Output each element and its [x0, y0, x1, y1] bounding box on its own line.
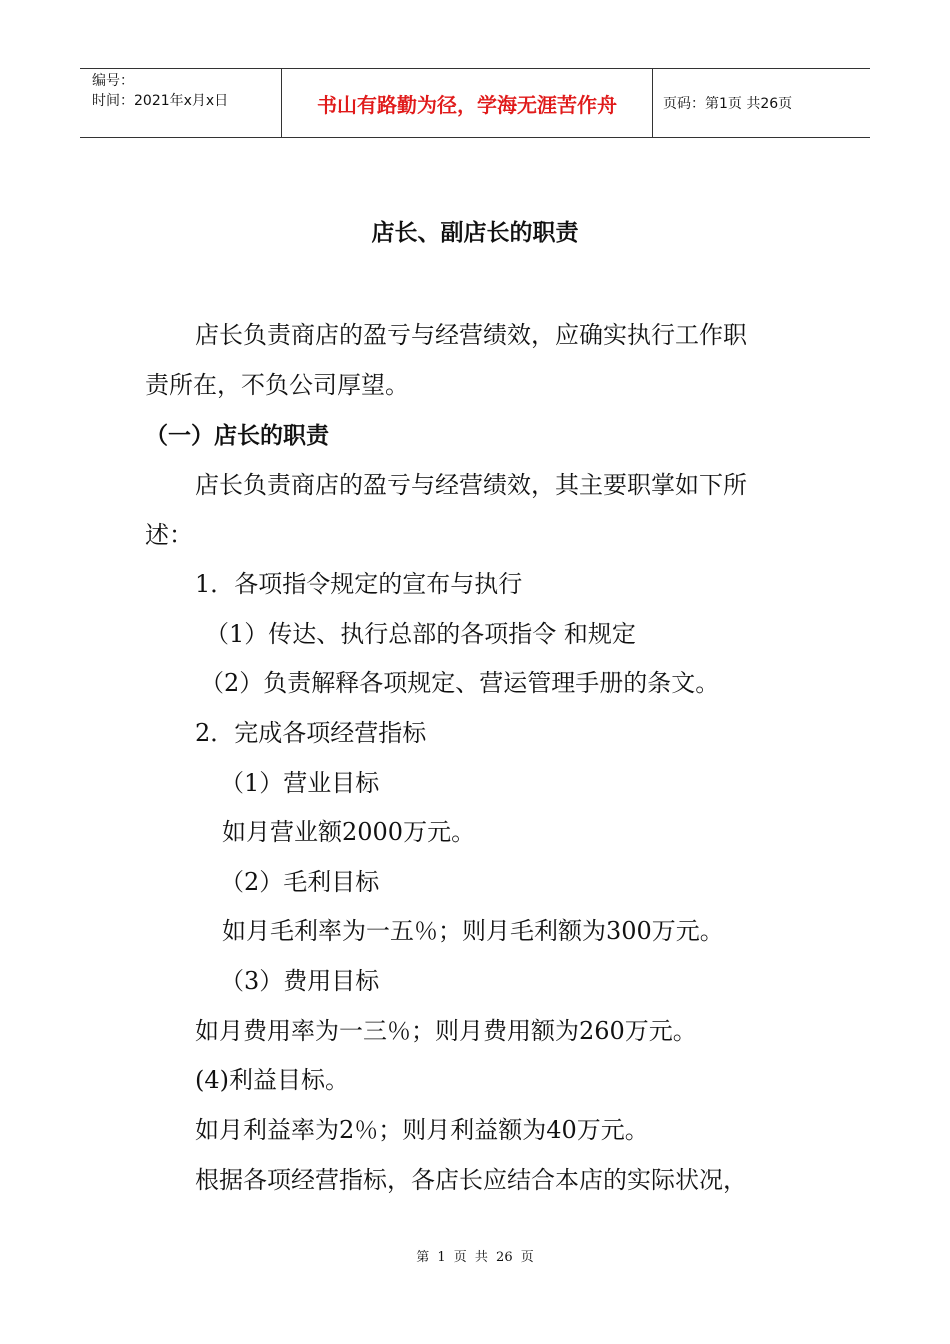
page-footer: 第 1 页 共 26 页 [416, 1250, 534, 1265]
list-item-2-2-text: 如月毛利率为一五％；则月毛利额为300万元。 [222, 917, 724, 945]
section-heading-1: （一）店长的职责 [145, 423, 329, 449]
intro-line-2: 责所在，不负公司厚望。 [145, 371, 409, 399]
doc-number-label: 编号： [92, 73, 134, 89]
doc-time-label: 时间：2021年x月x日 [92, 93, 229, 109]
list-item-2-1-text: 如月营业额2000万元。 [222, 818, 476, 846]
closing-line: 根据各项经营指标，各店长应结合本店的实际状况， [195, 1166, 747, 1194]
list-item-1-1: （1）传达、执行总部的各项指令 和规定 [205, 620, 636, 648]
list-item-1: 1．各项指令规定的宣布与执行 [195, 570, 523, 598]
paragraph-1a: 店长负责商店的盈亏与经营绩效，其主要职掌如下所 [195, 471, 747, 499]
list-item-1-2: （2）负责解释各项规定、营运管理手册的条文。 [200, 669, 720, 697]
list-item-2: 2．完成各项经营指标 [195, 719, 427, 747]
list-item-2-3: （3）费用目标 [220, 967, 380, 995]
header-meta [80, 69, 281, 137]
list-item-2-1: （1）营业目标 [220, 769, 380, 797]
doc-title: 店长、副店长的职责 [371, 220, 579, 246]
list-item-2-3-text: 如月费用率为一三％；则月费用额为260万元。 [195, 1017, 697, 1045]
list-item-2-2: （2）毛利目标 [220, 868, 380, 896]
page-header [80, 68, 870, 138]
header-page-info: 页码：第1页 共26页 [663, 96, 793, 112]
intro-line-1: 店长负责商店的盈亏与经营绩效，应确实执行工作职 [195, 321, 747, 349]
list-item-2-4: (4)利益目标。 [195, 1066, 349, 1094]
header-motto: 书山有路勤为径，学海无涯苦作舟 [281, 69, 653, 137]
paragraph-1b: 述： [145, 521, 193, 549]
list-item-2-4-text: 如月利益率为2％；则月利益额为40万元。 [195, 1116, 649, 1144]
